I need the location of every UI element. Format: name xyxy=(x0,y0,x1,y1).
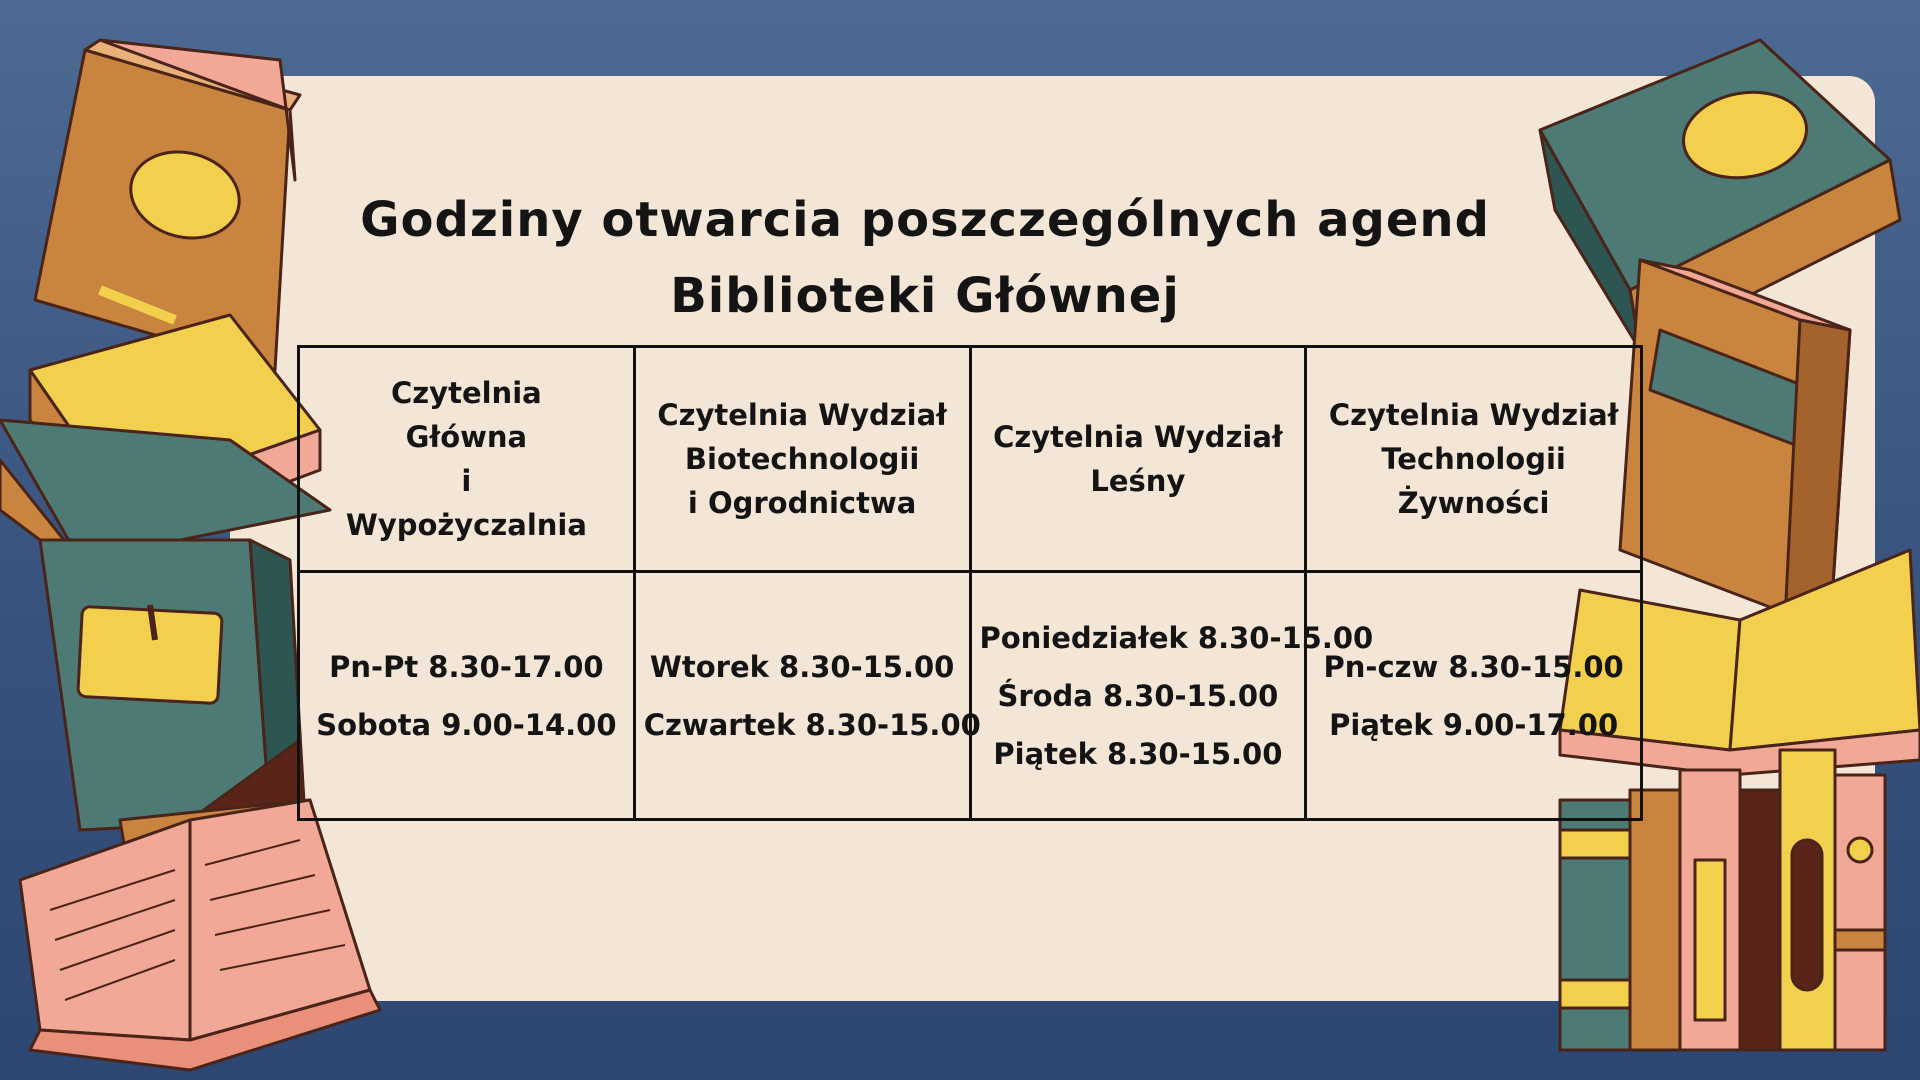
hours-cell-technologii-zywnosci xyxy=(1306,572,1642,820)
header-line: Główna xyxy=(405,420,528,454)
header-cell-technologii-zywnosci xyxy=(1306,347,1642,572)
hours-line: Sobota 9.00-14.00 xyxy=(316,707,617,742)
hours-line: Piątek 8.30-15.00 xyxy=(993,736,1283,771)
table-header-row xyxy=(299,347,1642,572)
header-line: i xyxy=(461,464,472,498)
hours-line: Czwartek 8.30-15.00 xyxy=(643,707,981,742)
hours-line: Piątek 9.00-17.00 xyxy=(1329,707,1619,742)
page-title-line-1: Godziny otwarcia poszczególnych agend xyxy=(360,192,1490,249)
opening-hours-table xyxy=(297,345,1643,821)
header-cell-biotechnologii xyxy=(634,347,970,572)
header-line: Czytelnia Wydział xyxy=(657,398,947,432)
table-hours-row xyxy=(299,572,1642,820)
hours-line: Środa 8.30-15.00 xyxy=(997,678,1279,713)
header-line: Czytelnia Wydział xyxy=(993,420,1283,454)
hours-cell-lesny xyxy=(970,572,1374,820)
header-line: Wypożyczalnia xyxy=(345,508,587,542)
hours-line: Wtorek 8.30-15.00 xyxy=(649,649,955,684)
header-line: Technologii xyxy=(1381,442,1566,476)
header-line: Czytelnia xyxy=(391,376,542,410)
header-cell-czytelnia-glowna xyxy=(299,347,635,572)
hours-cell-biotechnologii xyxy=(634,572,981,820)
page-title-line-2: Biblioteki Głównej xyxy=(670,268,1180,325)
header-cell-lesny xyxy=(970,347,1306,572)
hours-line: Poniedziałek 8.30-15.00 xyxy=(979,620,1374,655)
header-line: Leśny xyxy=(1090,464,1186,498)
header-line: Żywności xyxy=(1397,486,1550,520)
hours-line: Pn-Pt 8.30-17.00 xyxy=(329,649,604,684)
header-line: Czytelnia Wydział xyxy=(1328,398,1619,432)
header-line: i Ogrodnictwa xyxy=(687,486,917,520)
hours-cell-czytelnia-glowna xyxy=(299,572,635,820)
page-title xyxy=(330,182,1520,334)
hours-line: Pn-czw 8.30-15.00 xyxy=(1323,649,1624,684)
header-line: Biotechnologii xyxy=(684,442,920,476)
